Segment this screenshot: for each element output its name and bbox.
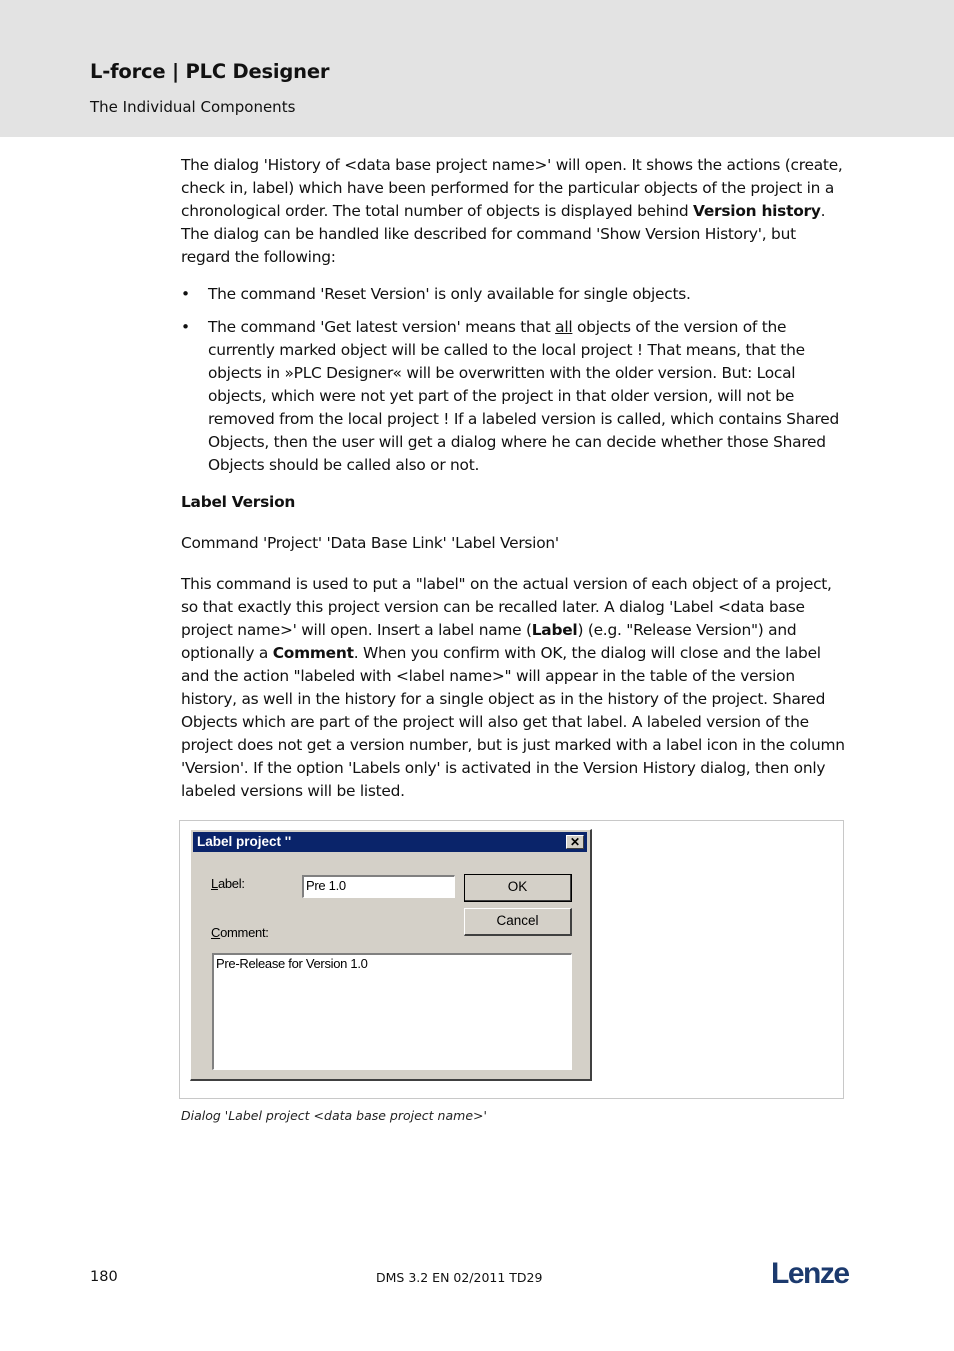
- cancel-button[interactable]: Cancel: [464, 908, 572, 936]
- bullet-text: objects of the version of the currently marked object will be called to the local project ! That means, that the objects in »PLC Designer« will be overwritten with the older version. But: Local objects, which were not yet part of the project in that older version, will not be removed from the local project ! If a labeled version is called, which contains Shared Objects, then the user will get a dialog where he can decide whether those Shared Objects should be called also or not.: [208, 318, 839, 474]
- intro-text-1: The dialog 'History of <data base project name>' will open. It shows the actions (create, check in, label) which have been performed for the particular objects of the project in a chronological order. The total number of objects is displayed behind: [181, 156, 843, 220]
- command-path: Command 'Project' 'Data Base Link' 'Label Version': [181, 534, 559, 552]
- close-icon[interactable]: ✕: [566, 835, 584, 849]
- label-project-dialog: [190, 829, 592, 1081]
- description-text-1: This command is used to put a "label" on the actual version of each object of a project, so that exactly this project version can be recalled later. A dialog 'Label <data base project name>' will open. Insert a label name (: [181, 575, 832, 639]
- page-header: [0, 0, 954, 137]
- list-item: [181, 316, 845, 477]
- bullet-text: The command 'Reset Version' is only available for single objects.: [208, 285, 691, 303]
- label-caption: abel:: [217, 876, 245, 891]
- description-paragraph: [181, 573, 845, 803]
- notes-list: [181, 283, 845, 477]
- description-text-2: ) (e.g. "Release Version") and optionally a: [181, 621, 797, 662]
- header-subtitle: The Individual Components: [90, 98, 296, 116]
- dialog-titlebar[interactable]: [193, 832, 587, 852]
- underlined-word: all: [555, 318, 573, 336]
- label-input[interactable]: Pre 1.0: [302, 875, 455, 898]
- comment-accelerator: C: [211, 925, 221, 940]
- list-item: [181, 283, 845, 306]
- label-term: Label: [531, 621, 578, 639]
- label-accelerator: L: [211, 876, 218, 891]
- figure-caption: Dialog 'Label project <data base project name>': [181, 1108, 487, 1123]
- section-heading: Label Version: [181, 493, 296, 511]
- body-content: [181, 154, 845, 803]
- dialog-title: Label project '': [197, 834, 292, 849]
- comment-caption: omment:: [220, 925, 269, 940]
- header-title: L-force | PLC Designer: [90, 60, 330, 83]
- description-text-3: . When you confirm with OK, the dialog will close and the label and the action "labeled with <label name>" will appear in the table of the version history, as well in the history for a single object as in the history of the project. Shared Objects which are part of the project will also get that label. A labeled version of the project does not get a version number, but is just marked with a label icon in the column 'Version'. If the option 'Labels only' is activated in the Version History dialog, then only labeled versions will be listed.: [181, 644, 845, 800]
- intro-text-2: . The dialog can be handled like described for command 'Show Version History', but regard the following:: [181, 202, 826, 266]
- bullet-icon: •: [181, 285, 190, 303]
- intro-paragraph: [181, 154, 845, 269]
- version-history-term: Version history: [693, 202, 821, 220]
- comment-field-label: [211, 925, 269, 940]
- bullet-text: The command 'Get latest version' means that: [208, 318, 556, 336]
- bullet-icon: •: [181, 318, 190, 336]
- comment-textarea[interactable]: Pre-Release for Version 1.0: [212, 953, 572, 1070]
- lenze-logo: Lenze: [771, 1257, 849, 1290]
- comment-term: Comment: [272, 644, 354, 662]
- ok-button[interactable]: OK: [464, 874, 572, 902]
- document-reference: DMS 3.2 EN 02/2011 TD29: [376, 1270, 543, 1285]
- page-number: 180: [90, 1269, 118, 1285]
- label-field-label: [211, 876, 245, 891]
